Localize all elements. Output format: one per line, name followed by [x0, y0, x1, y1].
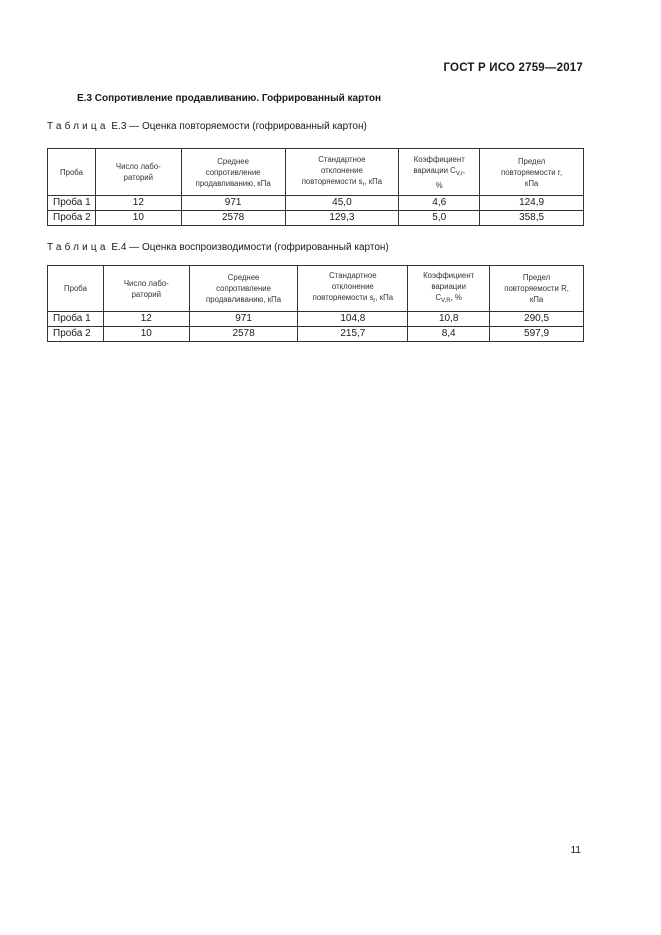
cell-cv: 5,0 — [399, 211, 480, 226]
table-e4 — [47, 265, 584, 342]
cell-cv: 8,4 — [408, 327, 490, 342]
header-mean: Среднее сопротивление продавливанию, кПа — [181, 149, 285, 196]
cell-labs: 12 — [103, 312, 189, 327]
header-sample: Проба — [48, 266, 104, 312]
cell-limit: 124,9 — [480, 196, 584, 211]
section-title: Е.3 Сопротивление продавливанию. Гофрированный картон — [77, 93, 381, 104]
cell-labs: 10 — [95, 211, 181, 226]
header-mean: Среднее сопротивление продавливанию, кПа — [189, 266, 298, 312]
cell-sd: 104,8 — [298, 312, 408, 327]
header-sd: Стандартное отклонение повторяемости $s_r$, кПа — [298, 266, 408, 312]
cell-sd: 129,3 — [285, 211, 399, 226]
cell-mean: 2578 — [181, 211, 285, 226]
header-sample: Проба — [48, 149, 96, 196]
header-limit: Предел повторяемости r, кПа — [480, 149, 584, 196]
document-code: ГОСТ Р ИСО 2759—2017 — [443, 62, 583, 74]
table-row — [48, 196, 584, 211]
cell-sample: Проба 1 — [48, 196, 96, 211]
cell-limit: 597,9 — [490, 327, 584, 342]
cell-limit: 358,5 — [480, 211, 584, 226]
header-limit: Предел повторяемости R, кПа — [490, 266, 584, 312]
page-number: 11 — [570, 845, 581, 856]
cell-labs: 10 — [103, 327, 189, 342]
table-row — [48, 327, 584, 342]
cell-labs: 12 — [95, 196, 181, 211]
header-labs: Число лабо- раторий — [103, 266, 189, 312]
cell-sd: 45,0 — [285, 196, 399, 211]
cell-mean: 971 — [181, 196, 285, 211]
header-sd: Стандартное отклонение повторяемости $s_r$, кПа — [285, 149, 399, 196]
header-cv: Коэффициент вариации $C_{V,R}$, % — [408, 266, 490, 312]
cell-sample: Проба 1 — [48, 312, 104, 327]
cell-limit: 290,5 — [490, 312, 584, 327]
table-row — [48, 312, 584, 327]
cell-cv: 4,6 — [399, 196, 480, 211]
cell-sd: 215,7 — [298, 327, 408, 342]
cell-mean: 971 — [189, 312, 298, 327]
table-e3-caption-prefix: Таблица — [47, 121, 109, 132]
table-e3 — [47, 148, 584, 226]
table-e3-caption — [47, 121, 367, 132]
cell-sample: Проба 2 — [48, 211, 96, 226]
cell-mean: 2578 — [189, 327, 298, 342]
table-row — [48, 211, 584, 226]
header-cv: Коэффициент вариации $C_{V,r}$, % — [399, 149, 480, 196]
table-e4-caption-text: Е.4 — Оценка воспроизводимости (гофрированный картон) — [111, 242, 389, 253]
table-e4-caption-prefix: Таблица — [47, 242, 109, 253]
cell-cv: 10,8 — [408, 312, 490, 327]
cell-sample: Проба 2 — [48, 327, 104, 342]
table-e3-caption-text: Е.3 — Оценка повторяемости (гофрированный картон) — [111, 121, 367, 132]
header-labs: Число лабо- раторий — [95, 149, 181, 196]
table-e4-caption — [47, 242, 389, 253]
